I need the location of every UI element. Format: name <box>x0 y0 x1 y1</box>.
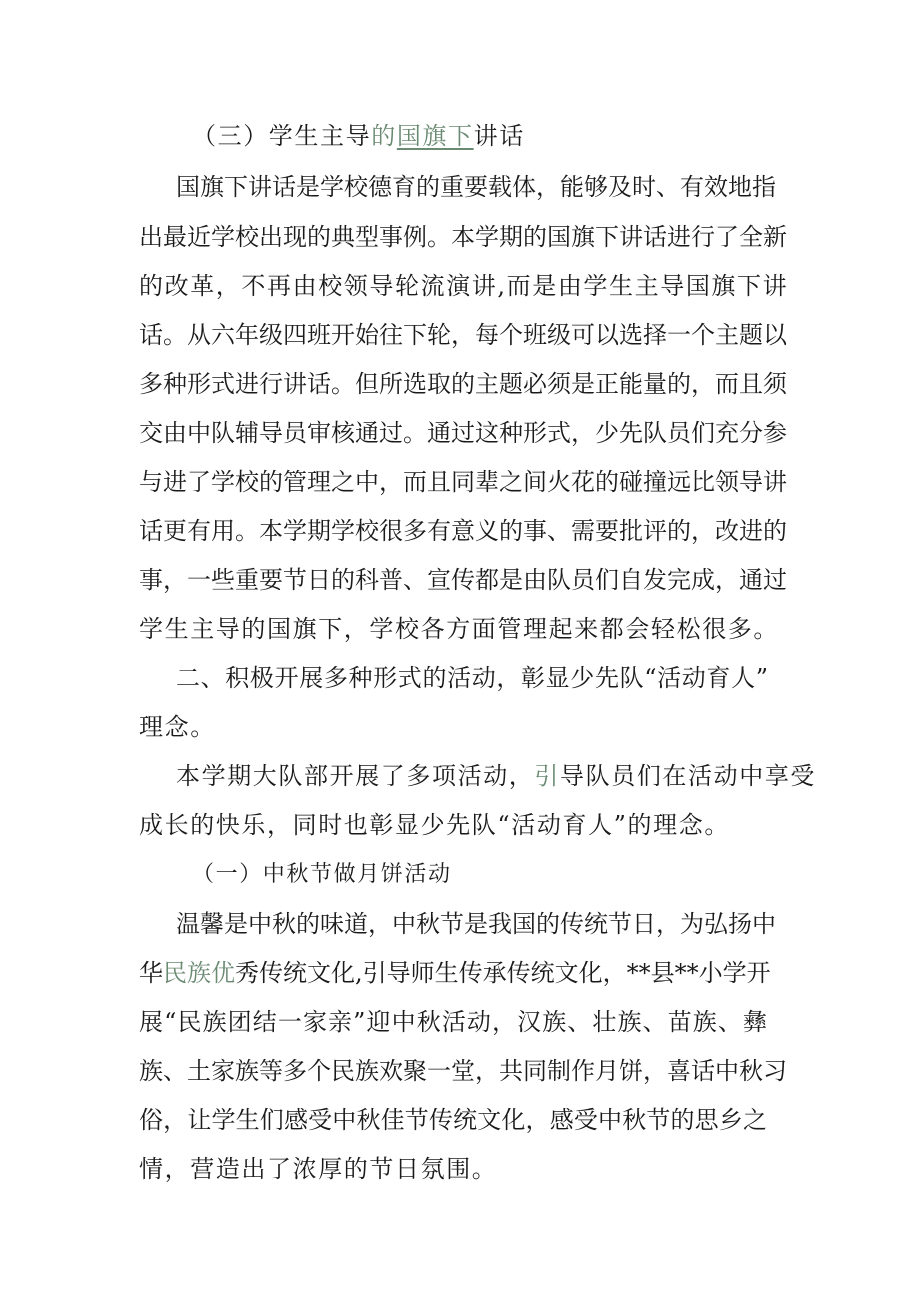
heading-3-underlined: 国旗下 <box>396 122 474 150</box>
section-heading-2-cont: 理念。 <box>139 713 216 741</box>
para1-line: 话更有用。本学期学校很多有意义的事、需要批评的，改进的 <box>139 517 787 545</box>
section-heading-2: 二、积极开展多种形式的活动，彰显少先队“活动育人” <box>176 664 768 692</box>
para3-highlight: 民族优 <box>163 959 235 987</box>
para1-line: 多种形式进行讲话。但所选取的主题必须是正能量的，而且须 <box>139 370 787 398</box>
para3-line <box>139 958 771 988</box>
para2-highlight: 引 <box>534 762 561 790</box>
para3-line: 温馨是中秋的味道，中秋节是我国的传统节日，为弘扬中 <box>176 910 776 938</box>
heading-3-highlight: 的 <box>371 122 397 150</box>
section-heading-3 <box>192 121 525 151</box>
para3-line: 俗，让学生们感受中秋佳节传统文化，感受中秋节的思乡之 <box>139 1106 767 1134</box>
para2-text: 本学期大队部开展了多项活动， <box>176 762 535 790</box>
para1-line: 出最近学校出现的典型事例。本学期的国旗下讲话进行了全新 <box>139 223 787 251</box>
para1-line: 事，一些重要节日的科普、宣传都是由队员们自发完成，通过 <box>139 566 787 594</box>
para2-line <box>176 761 816 791</box>
section-heading-1: （一）中秋节做月饼活动 <box>192 862 452 887</box>
para3-text: 秀传统文化,引导师生传承传统文化，**县**小学开 <box>235 959 771 987</box>
para1-line: 交由中队辅导员审核通过。通过这种形式，少先队员们充分参 <box>139 419 787 447</box>
para2-text: 导队员们在活动中享受 <box>560 762 817 790</box>
para3-line: 展“民族团结一家亲”迎中秋活动，汉族、壮族、苗族、彝 <box>139 1008 767 1036</box>
para3-line: 情，营造出了浓厚的节日氛围。 <box>139 1155 498 1183</box>
heading-3-prefix: （三）学生主导 <box>192 122 372 150</box>
para3-line: 族、土家族等多个民族欢聚一堂，共同制作月饼，喜话中秋习 <box>139 1057 787 1085</box>
para1-line: 话。从六年级四班开始往下轮，每个班级可以选择一个主题以 <box>139 321 787 349</box>
para1-line: 国旗下讲话是学校德育的重要载体，能够及时、有效地指 <box>176 173 776 201</box>
para3-text: 华 <box>139 959 163 987</box>
para1-line: 学生主导的国旗下，学校各方面管理起来都会轻松很多。 <box>139 615 779 643</box>
para1-line: 与进了学校的管理之中，而且同辈之间火花的碰撞远比领导讲 <box>139 468 787 496</box>
para2-line: 成长的快乐，同时也彰显少先队“活动育人”的理念。 <box>139 811 730 839</box>
para1-line: 的改革，不再由校领导轮流演讲,而是由学生主导国旗下讲 <box>139 272 789 300</box>
heading-3-suffix: 讲话 <box>473 122 525 150</box>
